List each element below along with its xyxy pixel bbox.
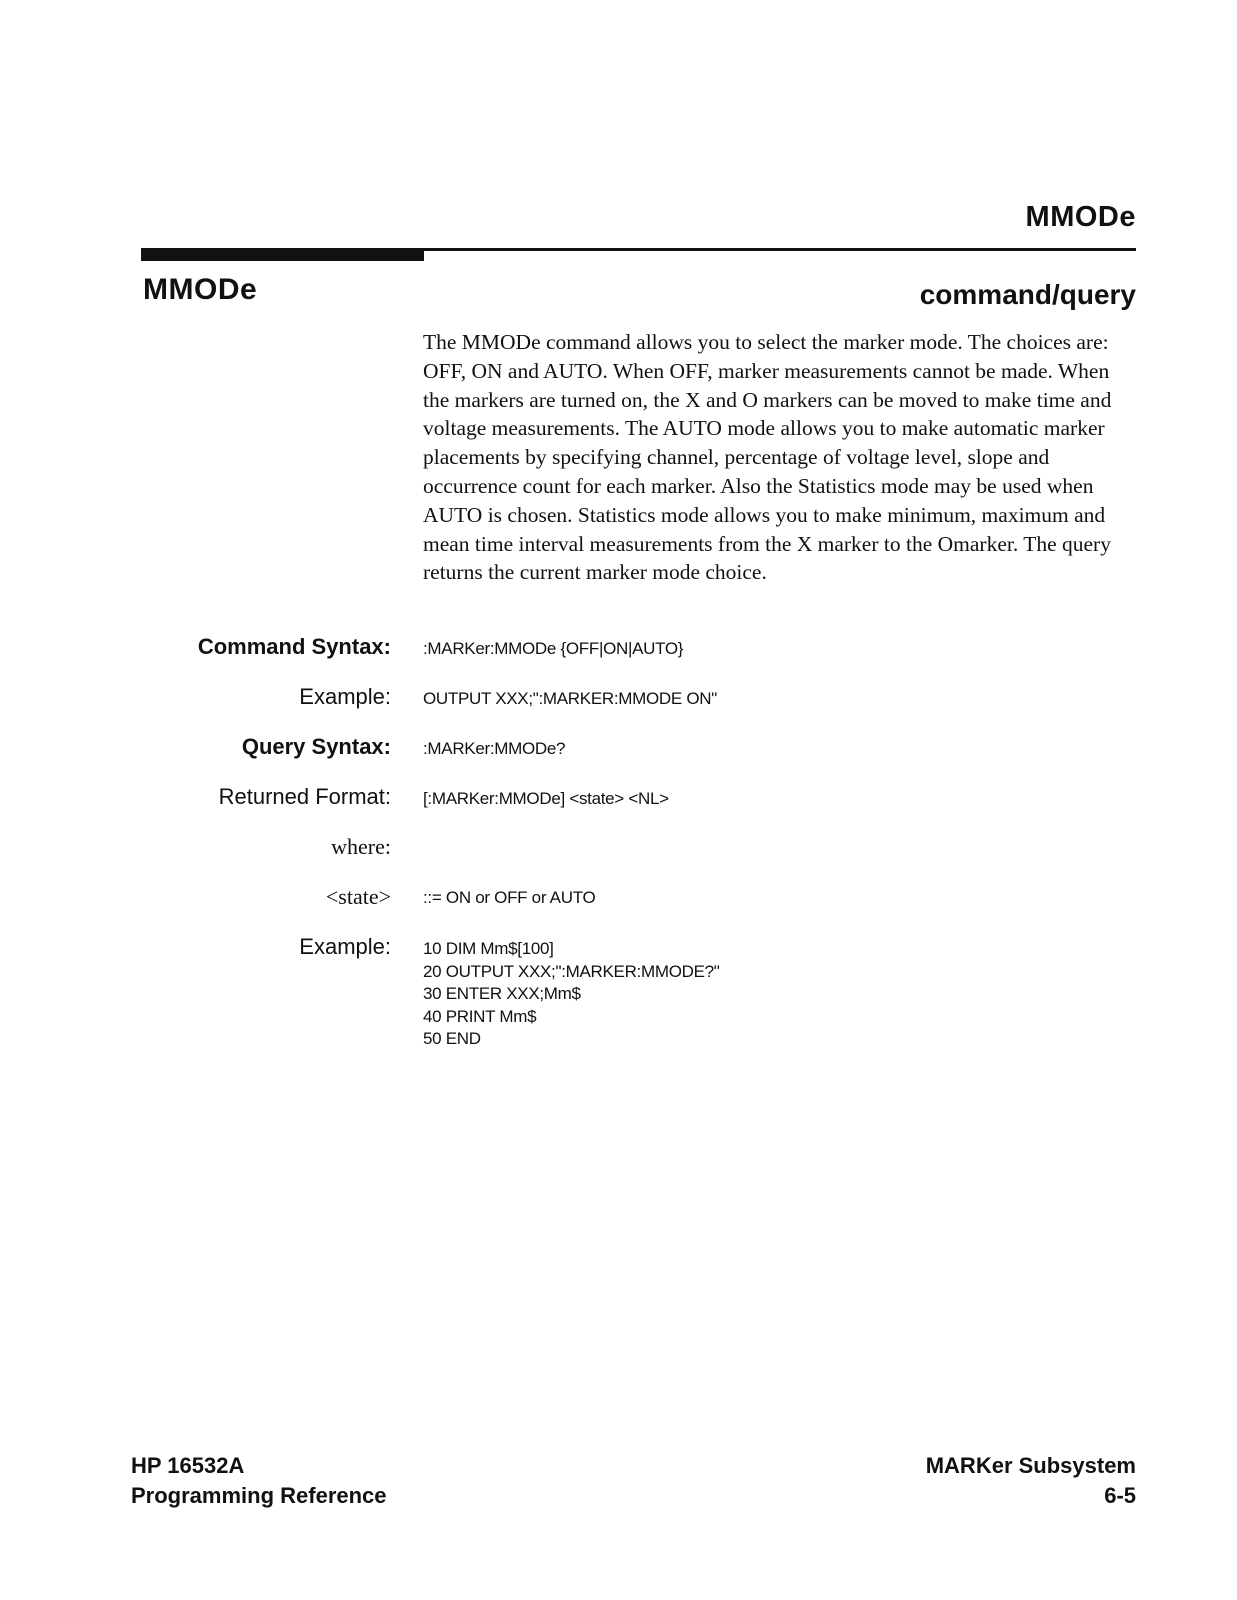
- header-rule-thick: [141, 248, 424, 261]
- where-label: where:: [331, 834, 391, 859]
- code-line: 30 ENTER XXX;Mm$: [423, 984, 581, 1003]
- footer-right: [926, 1451, 1136, 1511]
- footer-page-number: 6-5: [1104, 1483, 1136, 1508]
- code-line: 50 END: [423, 1029, 481, 1048]
- command-syntax-label: Command Syntax:: [197, 634, 391, 659]
- example-value: OUTPUT XXX;":MARKER:MMODE ON": [423, 689, 717, 708]
- footer-chapter: MARKer Subsystem: [925, 1453, 1136, 1478]
- footer-manual-name: Programming Reference: [131, 1483, 387, 1508]
- code-example-label: Example:: [299, 934, 391, 959]
- footer-left: [131, 1451, 387, 1511]
- code-line: 10 DIM Mm$[100]: [423, 939, 554, 958]
- code-line: 40 PRINT Mm$: [423, 1006, 537, 1026]
- example-label: Example:: [299, 684, 391, 709]
- command-description: The MMODe command allows you to select the marker mode. The choices are: OFF, ON and AUTO. When OFF, marker measurements cannot be made. When the markers are turned on, the X and O markers can be moved to make time and voltage measurements. The AUTO mode allows you to make automatic marker placements by specifying channel, percentage of voltage level, slope and occurrence count for each marker. Also the Statistics mode may be used when AUTO is chosen. Statistics mode allows you to make minimum, maximum and mean time interval measurements from the X marker to the Omarker. The query returns the current marker mode choice.: [423, 330, 1112, 585]
- query-syntax-label: Query Syntax:: [241, 734, 391, 759]
- command-syntax-value: :MARKer:MMODe {OFF|ON|AUTO}: [423, 639, 684, 658]
- returned-format-value: [:MARKer:MMODe] <state> <NL>: [423, 789, 669, 808]
- footer-product: HP 16532A: [131, 1453, 245, 1478]
- state-value: ::= ON or OFF or AUTO: [423, 888, 596, 907]
- state-label: <state>: [325, 884, 391, 909]
- code-example-listing: [423, 938, 720, 1051]
- query-syntax-value: :MARKer:MMODe?: [423, 739, 566, 758]
- returned-format-label: Returned Format:: [218, 784, 391, 809]
- code-line: 20 OUTPUT XXX;":MARKER:MMODE?": [423, 961, 720, 981]
- page-header-title: MMODe: [1025, 201, 1136, 233]
- section-kind: command/query: [919, 279, 1136, 310]
- section-title: MMODe: [143, 273, 258, 306]
